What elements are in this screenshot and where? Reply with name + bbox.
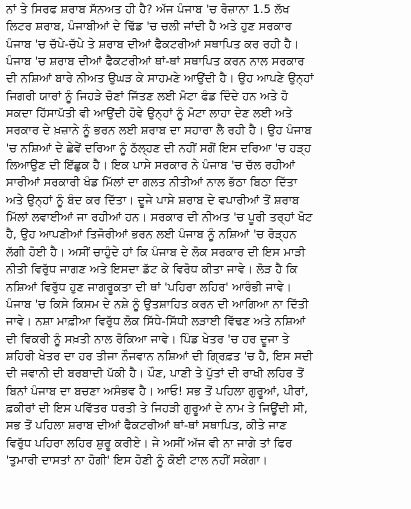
article-line: ਪੰਜਾਬ 'ਚ ਸ਼ਰਾਬ ਦੀਆਂ ਫੈਕਟਰੀਆਂ ਥਾਂ-ਥਾਂ ਸਥਾਪਿਤ ਕਰਨ ਨਾਲ ਸਰਕਾਰ <box>6 54 305 69</box>
article-line: ਹੈ, ਉਹ ਆਪਣੀਆਂ ਤਿਜੋਰੀਆਂ ਭਰਨ ਲਈ ਪੰਜਾਬ ਨੂੰ ਨਸ਼ਿਆਂ 'ਚ ਰੋੜ੍ਹਨ <box>6 227 297 242</box>
article-line: ਪੰਜਾਬ 'ਚ ਚੱਪੇ-ਚੱਪੇ ਤੇ ਸ਼ਰਾਬ ਦੀਆਂ ਫੈਕਟਰੀਆਂ ਸਥਾਪਿਤ ਕਰ ਰਹੀ ਹੈ। <box>6 36 299 51</box>
article-line: ਲੱਗੀ ਹੋਈ ਹੈ। ਅਸੀਂ ਚਾਹੁੰਦੇ ਹਾਂ ਕਿ ਪੰਜਾਬ ਦੇ ਲੋਕ ਸਰਕਾਰ ਦੀ ਇਸ ਮਾੜੀ <box>6 244 306 259</box>
article-line: ਲਿਆਉਣ ਦੀ ਇੱਛੁਕ ਹੈ। ਇਕ ਪਾਸੇ ਸਰਕਾਰ ਨੇ ਪੰਜਾਬ 'ਚ ਚੱਲ ਰਹੀਆਂ <box>6 158 295 173</box>
article-line: ਮਿੱਲਾਂ ਲਵਾਈਆਂ ਜਾ ਰਹੀਆਂ ਹਨ। ਸਰਕਾਰ ਦੀ ਨੀਅਤ 'ਚ ਪੂਰੀ ਤਰ੍ਹਾਂ ਖੋਟ <box>6 210 313 225</box>
article-line: ਸਾਰੀਆਂ ਸਰਕਾਰੀ ਖੰਡ ਮਿੱਲਾਂ ਦਾ ਗਲਤ ਨੀਤੀਆਂ ਨਾਲ ਭੱਠਾ ਬਿਠਾ ਦਿੱਤਾ <box>6 175 298 190</box>
article-line: ਸਭ ਤੋਂ ਪਹਿਲਾ ਸ਼ਰਾਬ ਦੀਆਂ ਫੈਕਟਰੀਆਂ ਥਾਂ-ਥਾਂ ਸਥਾਪਿਤ, ਕੀਤੇ ਜਾਣ <box>6 418 287 433</box>
article-line: ਫ਼ਕੀਰਾਂ ਦੀ ਇਸ ਪਵਿੱਤਰ ਧਰਤੀ ਤੇ ਜਿਹੜੀ ਗੁਰੂਆਂ ਦੇ ਨਾਮ ਤੇ ਜਿਊਂਦੀ ਸੀ, <box>6 400 308 415</box>
article-body <box>6 1 405 469</box>
article-line: ਸਕਦਾ ਹਿੱਸਾਪੱਤੀ ਵੀ ਆਉਂਦੀ ਹੋਵੇ ਉਨ੍ਹਾਂ ਨੂੰ ਮੋਟਾ ਲਾਹਾ ਦੇਣ ਲਈ ਅਤੇ <box>6 106 293 121</box>
article-line: ਲਿਟਰ ਸ਼ਰਾਬ, ਪੰਜਾਬੀਆਂ ਦੇ ਢਿੱਡ 'ਚ ਚਲੀ ਜਾਂਦੀ ਹੈ ਅਤੇ ਹੁਣ ਸਰਕਾਰ <box>6 19 292 34</box>
article-line: ਬਿਨਾਂ ਪੰਜਾਬ ਦਾ ਬਚਣਾ ਅਸੰਭਵ ਹੈ। ਆਓ! ਸਭ ਤੋਂ ਪਹਿਲਾ ਗੁਰੂਆਂ, ਪੀਰਾਂ, <box>6 383 309 398</box>
article-line: ਸ਼ਹਿਰੀ ਖੇਤਰ ਦਾ ਹਰ ਤੀਜਾ ਨੌਜਵਾਨ ਨਸ਼ਿਆਂ ਦੀ ਗ੍ਰਿਫ਼ਤ 'ਚ ਹੈ, ਇਸ ਸਦੀ <box>6 348 313 363</box>
article-line: ਅਤੇ ਉਨ੍ਹਾਂ ਨੂੰ ਬੰਦ ਕਰ ਦਿੱਤਾ। ਦੂਜੇ ਪਾਸੇ ਸ਼ਰਾਬ ਦੇ ਵਪਾਰੀਆਂ ਤੋਂ ਸ਼ਰਾਬ <box>6 192 300 207</box>
article-line: 'ਚ ਨਸ਼ਿਆਂ ਦੇ ਛੇਵੇਂ ਦਰਿਆ ਨੂੰ ਠੱਲ੍ਹਣ ਦੀ ਨਹੀਂ ਸਗੋਂ ਇਸ ਦਰਿਆ 'ਚ ਹੜ੍ਹ <box>6 140 312 155</box>
article-line: ਸਰਕਾਰ ਦੇ ਖ਼ਜ਼ਾਨੇ ਨੂੰ ਭਰਨ ਲਈ ਸ਼ਰਾਬ ਦਾ ਸਹਾਰਾ ਲੈ ਰਹੀ ਹੈ। ਉਹ ਪੰਜਾਬ <box>6 123 312 138</box>
article-line: ਜਾਵੇ। ਨਸ਼ਾ ਮਾਫ਼ੀਆ ਵਿਰੁੱਧ ਲੋਕ ਸਿੱਧੇ-ਸਿੱਧੀ ਲੜਾਈ ਵਿੱਢਣ ਅਤੇ ਨਸ਼ਿਆਂ <box>6 314 306 329</box>
article-line: ਨਸ਼ਿਆਂ ਵਿਰੁੱਧ ਹੁਣ ਜਾਗਰੂਕਤਾ ਦੀ ਥਾਂ 'ਪਹਿਰਾ ਲਹਿਰ' ਆਰੰਭੀ ਜਾਵੇ। <box>6 279 292 294</box>
article-line: ਪੰਜਾਬ 'ਚ ਕਿਸੇ ਕਿਸਮ ਦੇ ਨਸ਼ੇ ਨੂੰ ਉਤਸ਼ਾਹਿਤ ਕਰਨ ਦੀ ਆਗਿਆ ਨਾ ਦਿੱਤੀ <box>6 296 309 311</box>
article-line: 'ਤੁਮਾਰੀ ਦਾਸਤਾਂ ਨਾ ਹੋਗੀ' ਇਸ ਹੋਣੀ ਨੂੰ ਕੋਈ ਟਾਲ ਨਹੀਂ ਸਕੇਗਾ। <box>6 452 268 467</box>
article-line: ਜਿਗਰੀ ਯਾਰਾਂ ਨੂੰ ਜਿਹੜੇ ਚੋਣਾਂ ਜਿੱਤਣ ਲਈ ਮੋਟਾ ਫੰਡ ਦਿੰਦੇ ਹਨ ਅਤੇ ਹੋ <box>6 88 289 103</box>
article-line: ਦੀ ਵਿਕਰੀ ਨੂੰ ਸਖ਼ਤੀ ਨਾਲ ਰੋਕਿਆ ਜਾਵੇ। ਪਿੰਡ ਖੇਤਰ 'ਚ ਹਰ ਦੂਜਾ ਤੇ <box>6 331 290 346</box>
article-line: ਨੀਤੀ ਵਿਰੁੱਧ ਜਾਗਣ ਅਤੇ ਇਸਦਾ ਡੱਟ ਕੇ ਵਿਰੋਧ ਕੀਤਾ ਜਾਵੇ। ਲੋੜ ਹੈ ਕਿ <box>6 262 298 277</box>
article-line: ਦੀ ਜਵਾਨੀ ਦੀ ਬਰਬਾਦੀ ਪੱਕੀ ਹੈ। ਪੌਣ, ਪਾਣੀ ਤੇ ਪੁੱਤਾਂ ਦੀ ਰਾਖੀ ਲਹਿਰ ਤੋਂ <box>6 366 304 381</box>
article-line: ਨਾਂ ਤੇ ਸਿਰਫ ਸ਼ਰਾਬ ਸੱਨਅਤ ਹੀ ਹੈ? ਅੱਜ ਪੰਜਾਬ 'ਚ ਰੋਜ਼ਾਨਾ 1.5 ਲੱਖ <box>6 2 290 16</box>
article-line: ਵਿਰੁੱਧ ਪਹਿਰਾ ਲਹਿਰ ਸ਼ੁਰੂ ਕਰੀਏ। ਜੇ ਅਸੀਂ ਅੱਜ ਵੀ ਨਾ ਜਾਗੇ ਤਾਂ ਫਿਰ <box>6 435 293 450</box>
article-line: ਦੀ ਨਸ਼ਿਆਂ ਬਾਰੇ ਨੀਅਤ ਉਘੜ ਕੇ ਸਾਹਮਣੇ ਆਉਂਦੀ ਹੈ। ਉਹ ਆਪਣੇ ਉਨ੍ਹਾਂ <box>6 71 314 86</box>
